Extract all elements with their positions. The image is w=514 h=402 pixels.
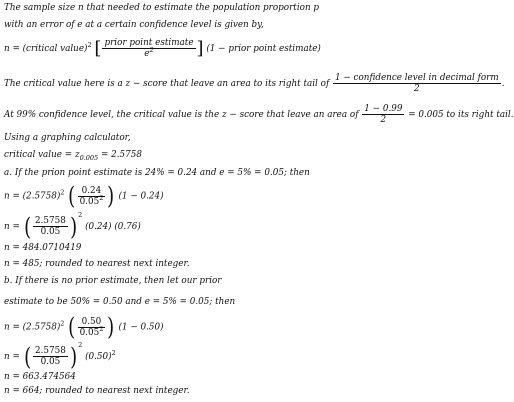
critical-fraction — [333, 73, 501, 94]
a-eq2-sup: 2 — [78, 211, 83, 219]
sample-size-formula — [4, 38, 321, 59]
a-eq1-lhs: n = (2.5758) — [4, 191, 61, 202]
b-eq2-lhs: n = — [4, 352, 20, 362]
formula-frac-den: $e^2$ — [102, 48, 195, 59]
b-eq2-sup: 2 — [78, 341, 83, 349]
b-eq1-close-paren: ) — [107, 313, 115, 341]
part-a-rounded: n = 485; rounded to nearest next integer. — [4, 259, 190, 269]
formula-sup: 2 — [87, 41, 92, 50]
b-eq1-open-paren: ( — [68, 313, 76, 341]
b-eq2-fraction — [33, 346, 68, 367]
b-eq1-den: 0.05$^2$ — [79, 324, 104, 338]
critical-value-explanation — [4, 73, 505, 94]
a-eq2-num: 2.5758 — [35, 216, 66, 226]
b-eq2-den: 0.05 — [33, 356, 68, 367]
a-eq2-close-paren: ) — [69, 212, 77, 241]
a-eq1-open-paren: ( — [68, 182, 76, 210]
conf99-frac-num: 1 − 0.99 — [364, 104, 403, 114]
a-eq1-den: 0.05$^2$ — [79, 193, 104, 207]
b-eq1-lhs: n = (2.5758) — [4, 322, 61, 333]
critical-frac-num: 1 − confidence level in decimal form — [335, 73, 499, 83]
formula-fraction — [102, 38, 195, 59]
part-a-heading: a. If the prion point estimate is 24% = 0.24 and e = 5% = 0.05; then — [4, 168, 310, 178]
part-a-equation-1 — [4, 182, 164, 210]
intro-line-1: The sample size n that needed to estimate the population proportion p — [4, 3, 320, 13]
calculator-line: Using a graphing calculator, — [4, 133, 131, 143]
formula-frac-num: prior point estimate — [104, 38, 194, 48]
conf99-fraction — [362, 104, 404, 125]
conf99-end: = 0.005 to its right tail. — [408, 110, 514, 120]
cv-rhs: = 2.5758 — [100, 150, 142, 160]
conf99-frac-den: 2 — [362, 114, 404, 125]
intro-line-2: with an error of e at a certain confidence level is given by, — [4, 20, 264, 30]
a-eq1-fraction — [78, 186, 106, 207]
part-b-equation-2 — [4, 341, 116, 371]
part-b-heading: b. If there is no prior estimate, then let our prior — [4, 276, 222, 286]
a-eq1-close-paren: ) — [107, 182, 115, 210]
a-eq2-fraction — [33, 216, 68, 237]
b-eq1-fraction — [78, 317, 106, 338]
cv-lhs: critical value = z — [4, 150, 80, 160]
cv-sub: 0.005 — [79, 153, 99, 162]
formula-lhs: n = (critical value) — [4, 44, 88, 54]
part-b-equation-1 — [4, 313, 164, 341]
b-eq2-rhs: (0.50) — [85, 352, 112, 362]
b-eq1-rhs: (1 − 0.50) — [118, 322, 164, 333]
a-eq2-lhs: n = — [4, 222, 20, 232]
a-eq1-rhs: (1 − 0.24) — [118, 191, 164, 202]
a-eq1-sup: 2 — [60, 188, 65, 197]
critical-frac-den: 2 — [333, 83, 501, 94]
confidence-99-line — [4, 104, 514, 125]
right-bracket: ] — [196, 37, 204, 59]
critical-end: . — [501, 79, 505, 89]
part-a-equation-2 — [4, 211, 141, 241]
part-b-result: n = 663.474564 — [4, 372, 76, 382]
a-eq2-den: 0.05 — [33, 226, 68, 237]
formula-rhs: (1 − prior point estimate) — [206, 44, 321, 54]
critical-text: The critical value here is a z − score that leave an area to its right tail of — [4, 79, 330, 89]
part-b-heading-2: estimate to be 50% = 0.50 and e = 5% = 0.05; then — [4, 297, 236, 307]
b-eq1-num: 0.50 — [81, 316, 102, 327]
part-a-result: n = 484.0710419 — [4, 243, 82, 253]
a-eq1-num: 0.24 — [81, 185, 102, 196]
b-eq2-num: 2.5758 — [35, 346, 66, 356]
b-eq2-open-paren: ( — [23, 342, 31, 371]
b-eq2-close-paren: ) — [69, 342, 77, 371]
left-bracket: [ — [94, 37, 102, 59]
b-eq2-rhs-sup: 2 — [111, 349, 116, 358]
conf99-text: At 99% confidence level, the critical value is the z − score that leave an area of — [4, 110, 359, 120]
a-eq2-open-paren: ( — [23, 212, 31, 241]
critical-value-result — [4, 150, 142, 161]
part-b-rounded: n = 664; rounded to nearest next integer. — [4, 386, 190, 396]
b-eq1-sup: 2 — [60, 319, 65, 328]
a-eq2-rhs: (0.24) (0.76) — [85, 222, 141, 232]
